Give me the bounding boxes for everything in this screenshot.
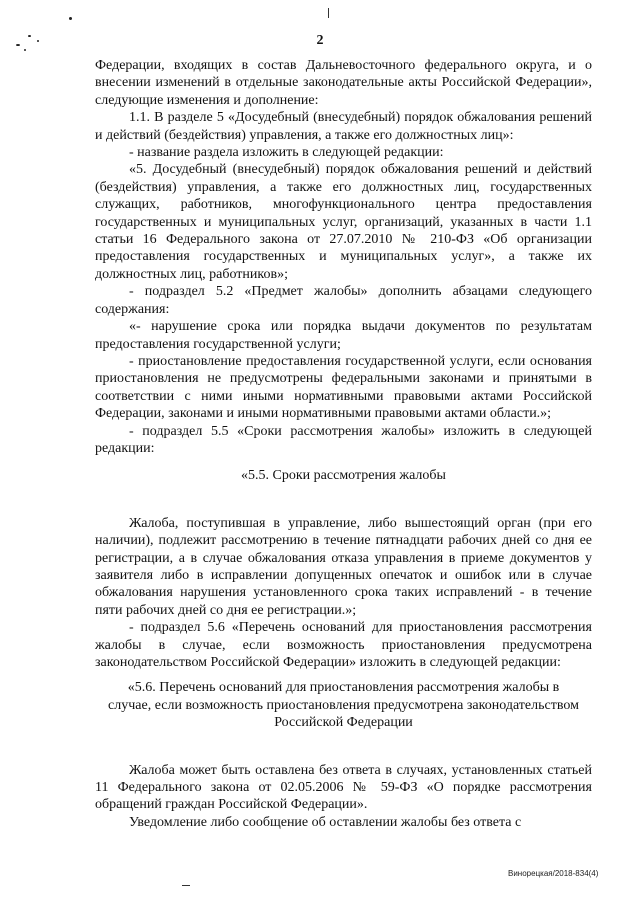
paragraph: - название раздела изложить в следующей редакции: [129,145,444,161]
document-reference: Винорецкая/2018-834(4) [508,869,599,878]
scan-mark [69,17,72,20]
section-heading: «5.5. Сроки рассмотрения жалобы [241,468,446,484]
scan-mark [37,40,39,42]
document-body [95,57,592,831]
paragraph: Жалоба может быть оставлена без ответа в случаях, установленных статьей 11 Федерального закона от 02.05.2006 № 59-ФЗ «О порядке рассмотрения обращений граждан Российской Федерации». [95,762,592,813]
paragraph: Уведомление либо сообщение об оставлении жалобы без ответа с [129,814,522,830]
scan-mark [182,885,190,886]
paragraph: - подраздел 5.2 «Предмет жалобы» дополнить абзацами следующего содержания: [95,284,592,317]
paragraph: Федерации, входящих в состав Дальневосточного федерального округа, и о внесении изменений в отдельные законодательные акты Российской Федерации», следующие изменения и дополнение: [95,58,592,108]
paragraph: «5. Досудебный (внесудебный) порядок обжалования решений и действий (бездействия) управления, а также его должностных лиц, государственных служащих, работников, многофункционального центра предоставления государственных и муниципальных услуг, организаций, указанных в части 1.1 статьи 16 Федерального закона от 27.07.2010 № 210-ФЗ «Об организации предоставления государственных и муниципальных услуг», а также их должностных лиц, работников»; [95,162,592,282]
scan-mark [24,49,26,51]
section-heading: «5.6. Перечень оснований для приостановления рассмотрения жалобы в случае, если возможность приостановления предусмотрена законодательством Российской Федерации [108,680,579,731]
paragraph: - подраздел 5.6 «Перечень оснований для приостановления рассмотрения жалобы в случае, если возможность приостановления предусмотрена законодательством Российской Федерации» изложить в следующей редакции: [95,620,592,670]
paragraph: 1.1. В разделе 5 «Досудебный (внесудебный) порядок обжалования решений и действий (бездействия) управления, а также его должностных лиц»: [95,110,592,143]
scan-mark [16,44,20,46]
scan-mark [328,8,329,18]
page-number: 2 [316,33,324,48]
paragraph: - подраздел 5.5 «Сроки рассмотрения жалобы» изложить в следующей редакции: [95,423,592,456]
paragraph: - приостановление предоставления государственной услуги, если основания приостановления не предусмотрены федеральными законами и принятыми в соответствии с ними иными нормативными правовыми актами Российской Федерации, законами и иными нормативными правовыми актами области.»; [95,353,592,422]
paragraph: «- нарушение срока или порядка выдачи документов по результатам предоставления государственной услуги; [95,319,592,352]
paragraph: Жалоба, поступившая в управление, либо вышестоящий орган (при его наличии), подлежит рассмотрению в течение пятнадцати рабочих дней со дня ее регистрации, а в случае обжалования отказа управления в приеме документов у заявителя либо в исправлении допущенных опечаток и ошибок или в случае обжалования нарушения установленного срока таких исправлений - в течение пяти рабочих дней со дня ее регистрации.»; [95,515,592,618]
scan-mark [28,35,31,37]
